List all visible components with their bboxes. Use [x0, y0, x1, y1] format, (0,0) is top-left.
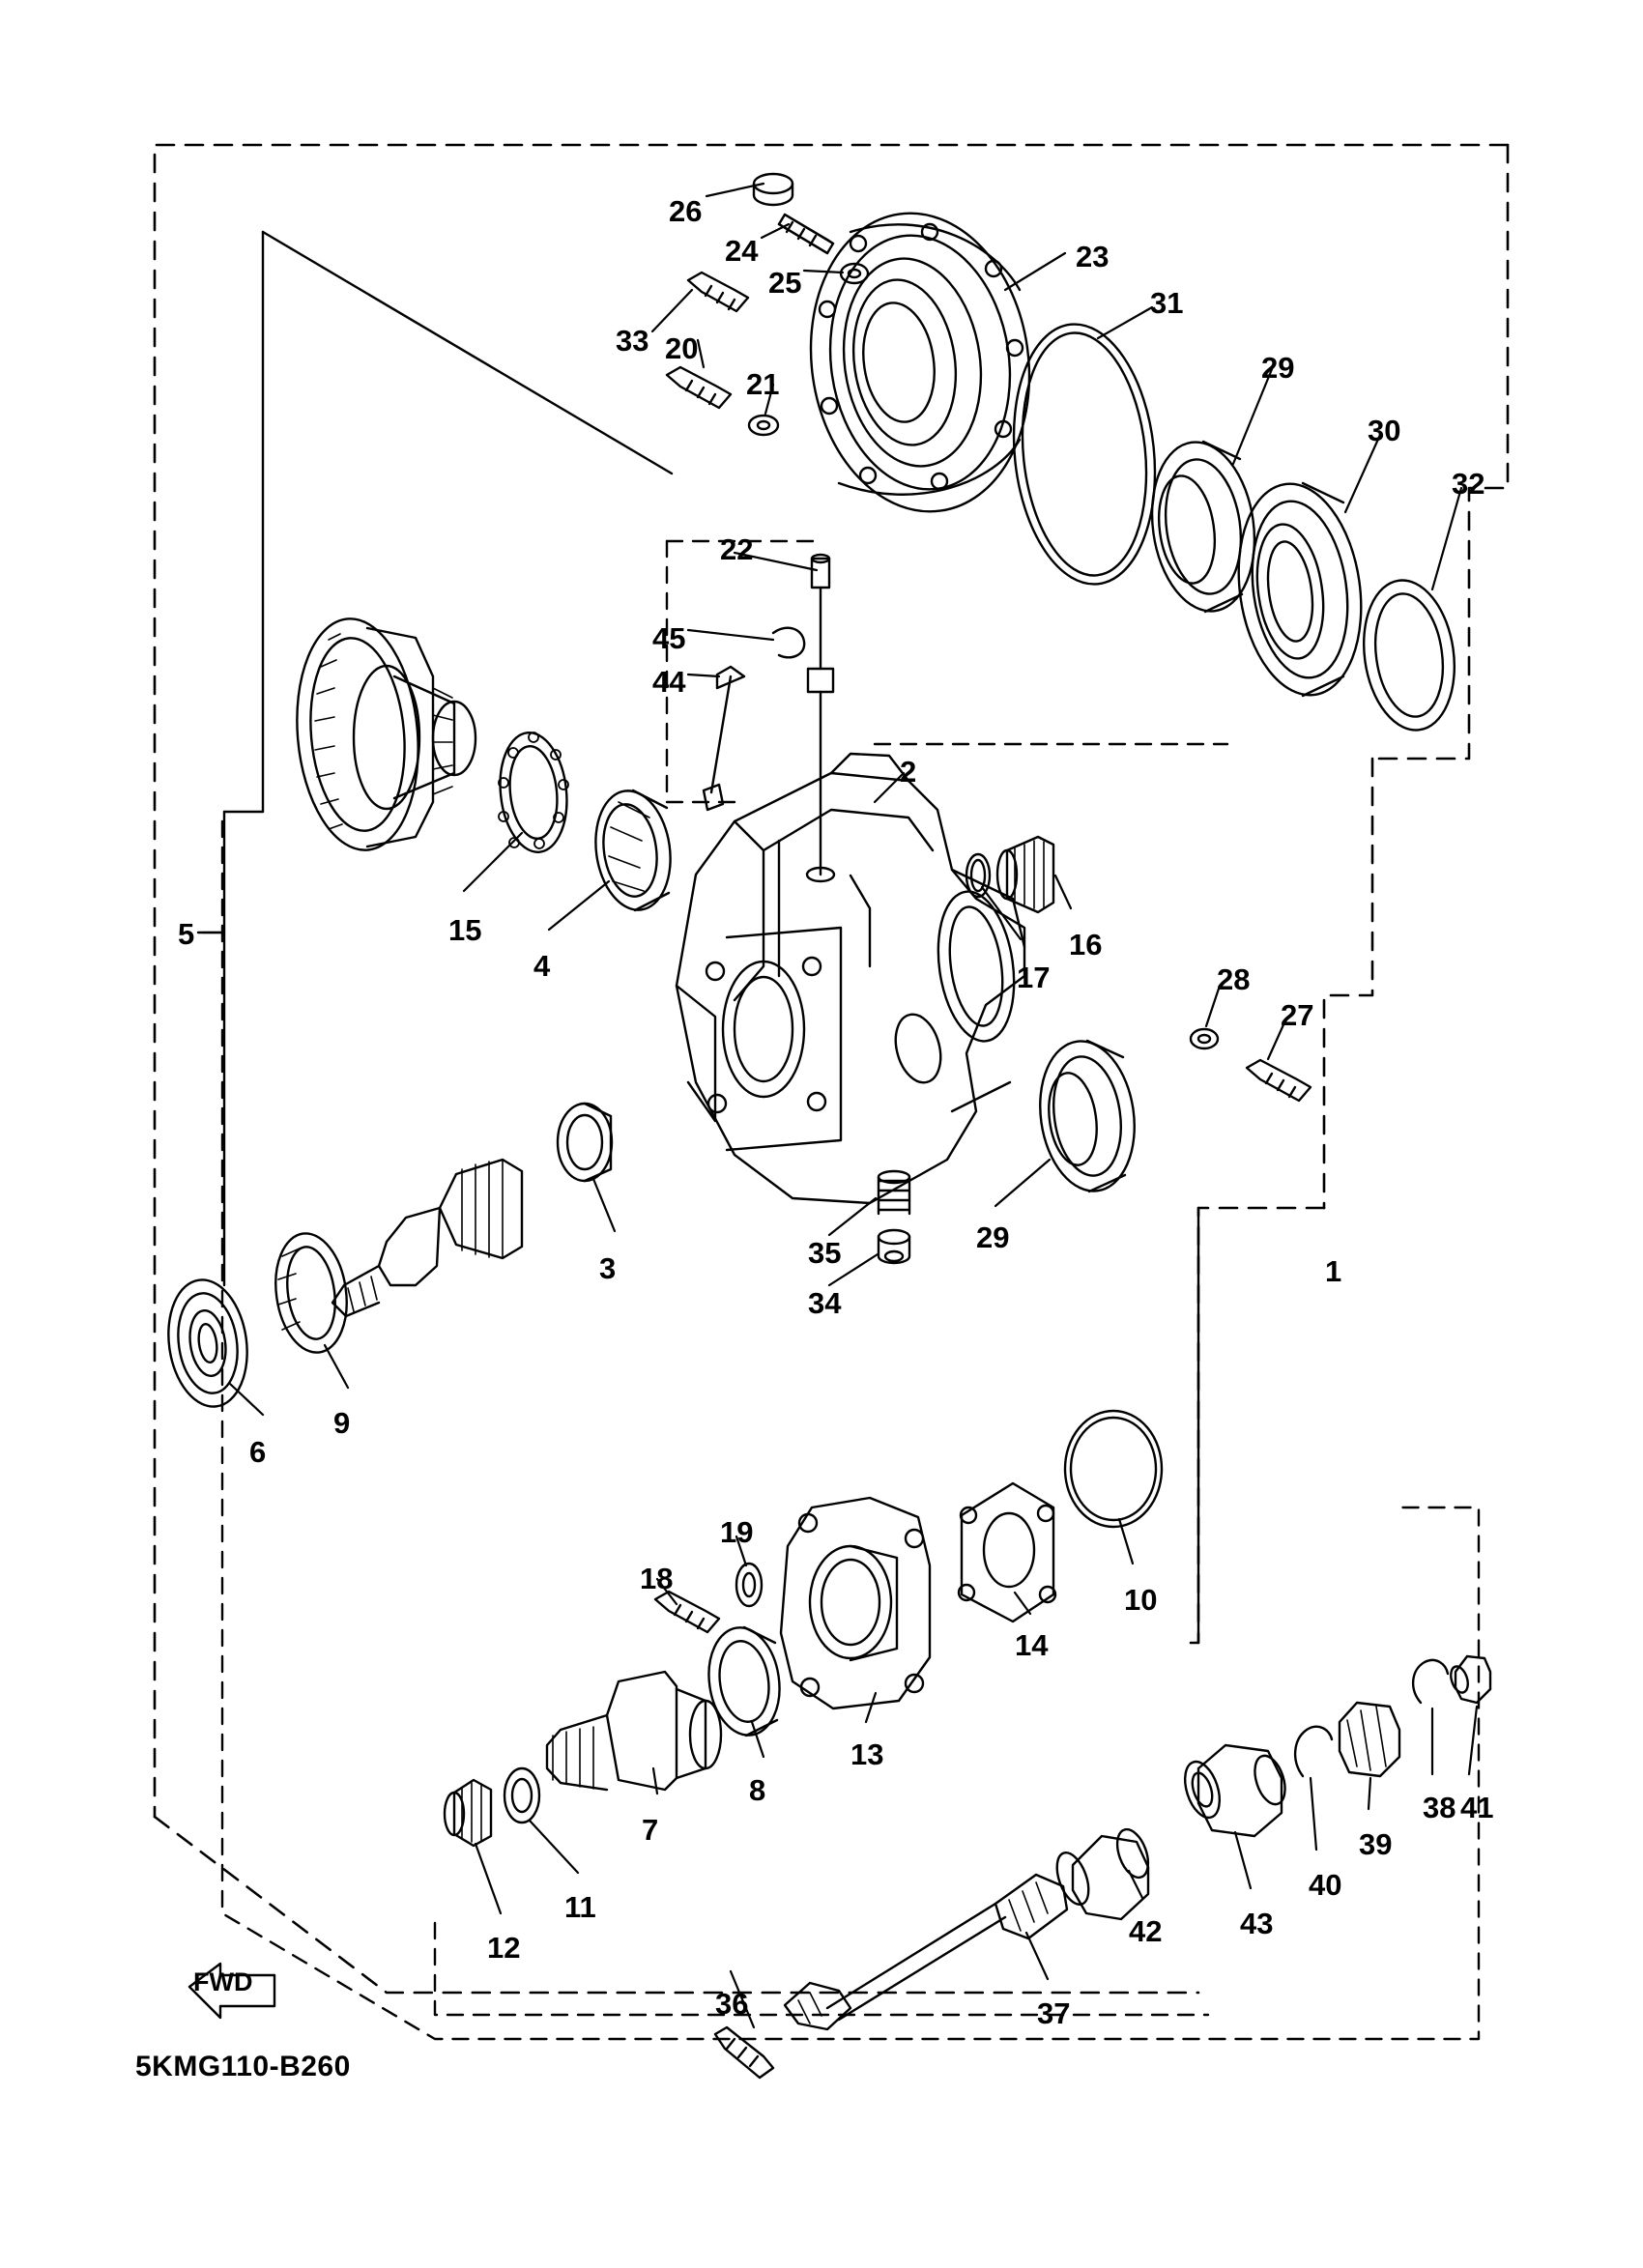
part-2-gear-case — [677, 754, 1024, 1203]
callout-1: 1 — [1325, 1254, 1342, 1288]
callout-21: 21 — [746, 367, 780, 401]
callout-26: 26 — [669, 194, 703, 228]
callout-15: 15 — [448, 913, 482, 947]
part-21-washer — [749, 416, 778, 435]
callout-14: 14 — [1015, 1628, 1049, 1662]
part-3-bearing — [558, 1104, 612, 1181]
callout-28: 28 — [1217, 962, 1251, 996]
callout-37: 37 — [1037, 1996, 1071, 2030]
callout-32: 32 — [1452, 467, 1485, 501]
part-24-bolt — [779, 215, 833, 253]
callout-3: 3 — [599, 1251, 617, 1285]
callout-31: 31 — [1150, 286, 1184, 320]
part-code-label: 5KMG110-B260 — [135, 2051, 351, 2082]
part-31-o-ring — [1001, 317, 1167, 591]
callout-29b: 29 — [976, 1220, 1010, 1254]
part-43-universal-joint — [1179, 1745, 1291, 1836]
part-37-drive-shaft — [785, 1875, 1067, 2029]
group-5-bracket — [198, 812, 224, 1285]
part-17-oring — [966, 854, 990, 897]
callout-16: 16 — [1069, 928, 1103, 962]
callout-25: 25 — [768, 266, 802, 300]
callout-40: 40 — [1309, 1868, 1342, 1902]
part-27-bolt — [1247, 1060, 1311, 1101]
callout-23: 23 — [1076, 240, 1110, 273]
part-41-cap — [1448, 1656, 1490, 1703]
callout-8: 8 — [749, 1773, 766, 1807]
part-13-bearing-housing — [781, 1498, 930, 1708]
part-15-thrust-bearing — [495, 730, 573, 855]
callout-20: 20 — [665, 331, 699, 365]
callout-45: 45 — [652, 621, 686, 655]
callout-42: 42 — [1129, 1914, 1163, 1948]
part-45-clip — [773, 628, 804, 658]
callout-17: 17 — [1017, 961, 1051, 994]
callout-18: 18 — [640, 1562, 674, 1595]
projection-lines — [224, 232, 1198, 1643]
part-5-ring-gear — [288, 614, 476, 855]
callout-36: 36 — [715, 1987, 749, 2021]
pinion-shaft — [332, 1160, 522, 1316]
part-14-gasket — [959, 1483, 1055, 1622]
part-40-circlip — [1295, 1727, 1332, 1776]
part-10-o-ring — [1065, 1411, 1162, 1527]
part-20-bolt — [667, 367, 731, 408]
callout-5: 5 — [178, 917, 195, 951]
callout-11: 11 — [564, 1890, 596, 1924]
callout-27: 27 — [1281, 998, 1314, 1032]
callout-43: 43 — [1240, 1907, 1274, 1940]
part-36-bolt — [715, 2027, 773, 2078]
part-19-washer — [736, 1564, 762, 1606]
callout-34: 34 — [808, 1286, 842, 1320]
part-38-circlip — [1413, 1660, 1448, 1703]
callout-6: 6 — [249, 1435, 267, 1469]
assembly-outline-main — [155, 145, 1508, 1993]
part-4-roller-bearing — [589, 786, 678, 914]
part-16-plug — [997, 837, 1053, 912]
assembly-outline-lower — [435, 1923, 1208, 2015]
callout-10: 10 — [1124, 1583, 1158, 1617]
part-7-coupling — [547, 1672, 721, 1790]
part-44-pin — [704, 667, 744, 810]
part-12-nut — [445, 1780, 491, 1846]
callout-38: 38 — [1423, 1791, 1456, 1824]
callout-29: 29 — [1261, 351, 1295, 385]
part-35-spring — [879, 1171, 909, 1214]
part-11-washer — [504, 1768, 539, 1823]
part-39-bearing — [1340, 1703, 1399, 1776]
callout-41: 41 — [1460, 1791, 1494, 1824]
callout-22: 22 — [720, 532, 754, 566]
callout-33: 33 — [616, 324, 649, 358]
part-9-bearing-ring — [269, 1229, 355, 1358]
part-18-bolt — [655, 1592, 719, 1632]
callout-2: 2 — [900, 755, 917, 789]
callout-39: 39 — [1359, 1827, 1393, 1861]
callout-12: 12 — [487, 1931, 521, 1965]
callout-13: 13 — [850, 1737, 884, 1771]
callout-4: 4 — [533, 949, 551, 983]
part-30-bearing — [1225, 475, 1373, 703]
callout-9: 9 — [333, 1406, 351, 1440]
part-6-ball-bearing — [160, 1275, 255, 1412]
part-8-oil-seal — [703, 1623, 787, 1740]
assembly-outline-gearcase — [667, 541, 1227, 802]
part-34-plunger — [879, 1230, 909, 1263]
part-33-bolt — [688, 273, 748, 311]
part-32-shim — [1355, 574, 1464, 735]
part-22-breather — [807, 555, 834, 881]
callout-7: 7 — [642, 1813, 659, 1847]
fwd-label: FWD — [193, 1967, 253, 1996]
callout-44: 44 — [652, 665, 686, 699]
callout-30: 30 — [1368, 414, 1401, 447]
part-29-seal-lower — [1031, 1035, 1144, 1197]
part-26-nut — [754, 174, 793, 205]
part-28-washer — [1191, 1029, 1218, 1048]
callout-35: 35 — [808, 1236, 842, 1270]
callout-19: 19 — [720, 1515, 754, 1549]
callout-24: 24 — [725, 234, 759, 268]
